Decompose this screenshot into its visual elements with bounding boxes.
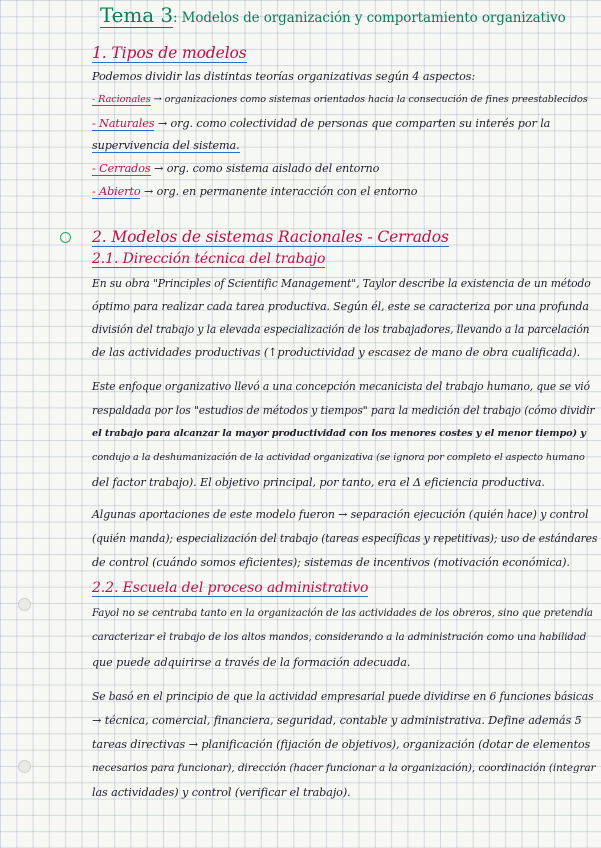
- section1-intro: Podemos dividir las distintas teorías organizativas según 4 aspectos:: [92, 70, 476, 83]
- section2-2-heading: 2.2. Escuela del proceso administrativo: [92, 580, 369, 596]
- paragraph-line: (quién manda); especialización del trabajo (tareas específicas y repetitivas); uso de estándares: [92, 532, 598, 545]
- list-item: - Abierto → org. en permanente interacción con el entorno: [92, 185, 418, 198]
- section2-heading: 2. Modelos de sistemas Racionales - Cerrados: [92, 228, 449, 246]
- title-subtitle: : Modelos de organización y comportamiento organizativo: [173, 10, 566, 26]
- paragraph-line: de control (cuándo somos eficientes); sistemas de incentivos (motivación económica).: [92, 556, 570, 569]
- paragraph-line: del factor trabajo). El objetivo principal, por tanto, era el Δ eficiencia productiva.: [92, 476, 545, 489]
- paragraph-line: Se basó en el principio de que la actividad empresarial puede dividirse en 6 funciones básicas: [92, 690, 594, 703]
- paragraph-line: Fayol no se centraba tanto en la organización de las actividades de los obreros, sino que pretendía: [92, 608, 593, 619]
- paragraph-line: necesarios para funcionar), dirección (hacer funcionar a la organización), coordinación (integrar: [92, 762, 596, 774]
- paragraph-line: óptimo para realizar cada tarea productiva. Según él, este se caracteriza por una profunda: [92, 300, 589, 313]
- paragraph-line: división del trabajo y la elevada especialización de los trabajadores, llevando a la parcelación: [92, 323, 590, 336]
- paragraph-line: caracterizar el trabajo de los altos mandos, considerando a la administración como una habilidad: [92, 632, 587, 643]
- page-title: [100, 3, 566, 27]
- list-item: supervivencia del sistema.: [92, 139, 240, 152]
- paragraph-line: que puede adquirirse a través de la formación adecuada.: [92, 656, 411, 669]
- title-tema: Tema 3: [100, 3, 173, 27]
- margin-circle-icon: [60, 232, 71, 243]
- list-item: - Cerrados → org. como sistema aislado del entorno: [92, 162, 380, 175]
- paragraph-line: Algunas aportaciones de este modelo fueron → separación ejecución (quién hace) y control: [92, 508, 589, 521]
- paragraph-line: el trabajo para alcanzar la mayor productividad con los menores costes y el menor tiempo) y: [92, 428, 586, 439]
- paragraph-line: condujo a la deshumanización de la actividad organizativa (se ignora por completo el aspecto humano: [92, 452, 585, 463]
- paragraph-line: de las actividades productivas (↑productividad y escasez de mano de obra cualificada).: [92, 346, 581, 359]
- binder-hole: [18, 760, 31, 773]
- list-item: - Racionales → organizaciones como sistemas orientados hacia la consecución de fines preestablecidos: [92, 94, 588, 105]
- section1-heading: 1. Tipos de modelos: [92, 44, 247, 62]
- paragraph-line: Este enfoque organizativo llevó a una concepción mecanicista del trabajo humano, que se vió: [92, 380, 590, 393]
- section2-1-heading: 2.1. Dirección técnica del trabajo: [92, 251, 326, 267]
- paragraph-line: → técnica, comercial, financiera, seguridad, contable y administrativa. Define además 5: [92, 714, 582, 727]
- paragraph-line: tareas directivas → planificación (fijación de objetivos), organización (dotar de elementos: [92, 738, 591, 751]
- paragraph-line: las actividades) y control (verificar el trabajo).: [92, 786, 351, 799]
- paragraph-line: En su obra "Principles of Scientific Management", Taylor describe la existencia de un método: [92, 277, 591, 290]
- binder-hole: [18, 598, 31, 611]
- list-item: - Naturales → org. como colectividad de personas que comparten su interés por la: [92, 117, 551, 130]
- paragraph-line: respaldada por los "estudios de métodos y tiempos" para la medición del trabajo (cómo dividir: [92, 404, 595, 417]
